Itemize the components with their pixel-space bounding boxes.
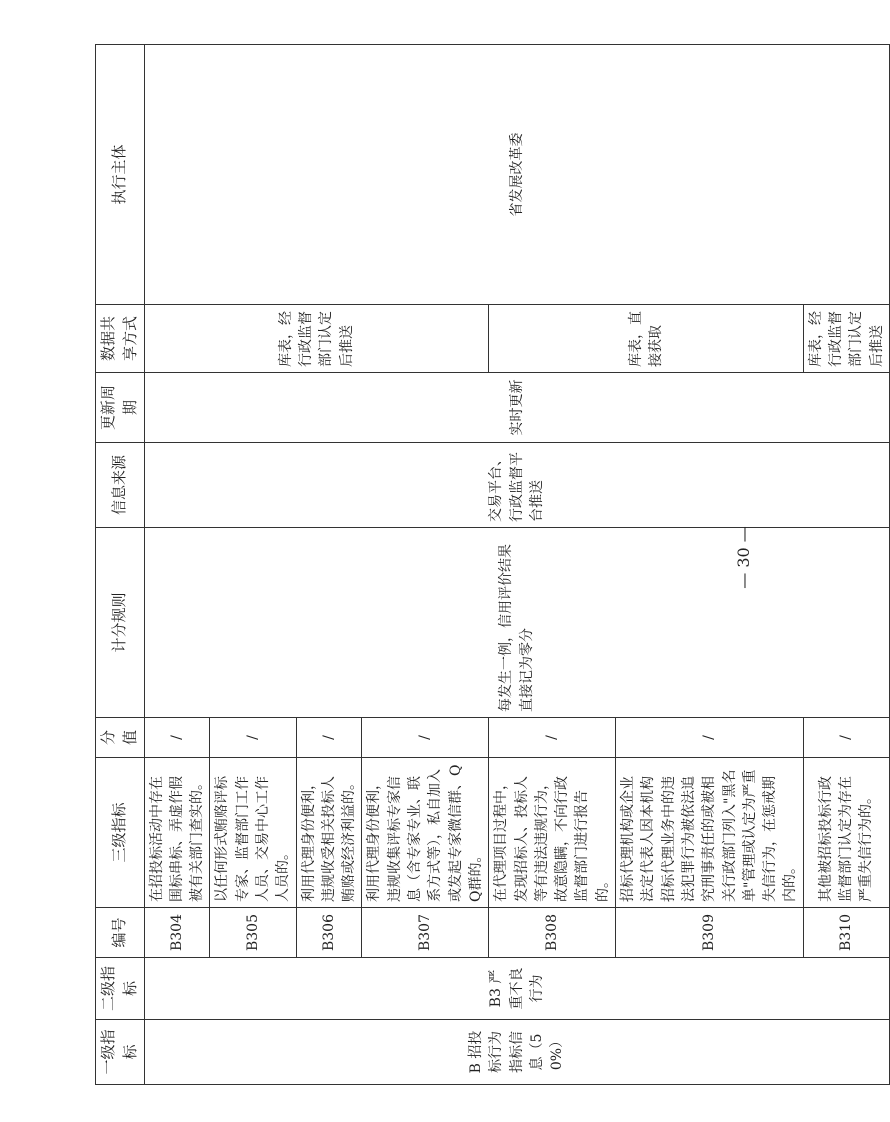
code-cell: B307 (362, 908, 489, 958)
indicator-cell: 在招投标活动中存在围标串标、弄虚作假被有关部门查实的。 (144, 758, 210, 908)
code-cell: B304 (144, 908, 210, 958)
executor-cell: 省发展改革委 (144, 45, 889, 305)
share-cell-b: 库表，直接获取 (489, 305, 803, 373)
header-row (96, 45, 145, 1085)
score-cell: / (210, 718, 296, 758)
period-cell: 实时更新 (144, 373, 889, 443)
level1-cell: B 招投标行为指标信息（50%） (144, 1020, 889, 1085)
score-cell: / (144, 718, 210, 758)
header-level1: 一级指标 (96, 1020, 145, 1085)
code-cell: B305 (210, 908, 296, 958)
score-cell: / (362, 718, 489, 758)
header-level2: 二级指标 (96, 958, 145, 1020)
share-cell-a: 库表，经行政监督部门认定后推送 (144, 305, 489, 373)
code-cell: B308 (489, 908, 616, 958)
header-share: 数据共享方式 (96, 305, 145, 373)
header-executor: 执行主体 (96, 45, 145, 305)
source-cell: 交易平台、行政监督平台推送 (144, 443, 889, 528)
rule-cell: 每发生一例，信用评价结果直接记为零分 (144, 528, 889, 718)
header-period: 更新周期 (96, 373, 145, 443)
score-cell: / (616, 718, 804, 758)
score-cell: / (296, 718, 362, 758)
indicator-cell: 利用代理身份便利，违规收集评标专家信息（含专家专业、联系方式等），私自加入或发起专家微信群、QQ群的。 (362, 758, 489, 908)
indicator-cell: 利用代理身份便利，违规收受相关投标人贿赂或经济利益的。 (296, 758, 362, 908)
indicator-cell: 以任何形式贿赂评标专家、监督部门工作人员、交易中心工作人员的。 (210, 758, 296, 908)
indicator-cell: 在代理项目过程中，发现招标人、投标人等有违法违规行为，故意隐瞒，不向行政监督部门进行报告的。 (489, 758, 616, 908)
code-cell: B310 (803, 908, 889, 958)
credit-indicator-table (95, 44, 890, 1085)
header-rule: 计分规则 (96, 528, 145, 718)
score-cell: / (803, 718, 889, 758)
code-cell: B309 (616, 908, 804, 958)
header-score: 分值 (96, 718, 145, 758)
indicator-cell: 招标代理机构或企业法定代表人因本机构招标代理业务中的违法犯罪行为被依法追究刑事责任的或被相关行政部门列入"黑名单"管理或认定为严重失信行为，在惩戒期内的。 (616, 758, 804, 908)
page-number: — 30 — (733, 526, 753, 589)
code-cell: B306 (296, 908, 362, 958)
header-level3: 三级指标 (96, 758, 145, 908)
rotated-table-container (95, 45, 885, 1085)
table-row (144, 45, 210, 1085)
share-cell-c: 库表，经行政监督部门认定后推送 (803, 305, 889, 373)
indicator-cell: 其他被招标投标行政监督部门认定为存在严重失信行为的。 (803, 758, 889, 908)
header-code: 编号 (96, 908, 145, 958)
score-cell: / (489, 718, 616, 758)
level2-cell: B3 严重不良行为 (144, 958, 889, 1020)
header-source: 信息来源 (96, 443, 145, 528)
